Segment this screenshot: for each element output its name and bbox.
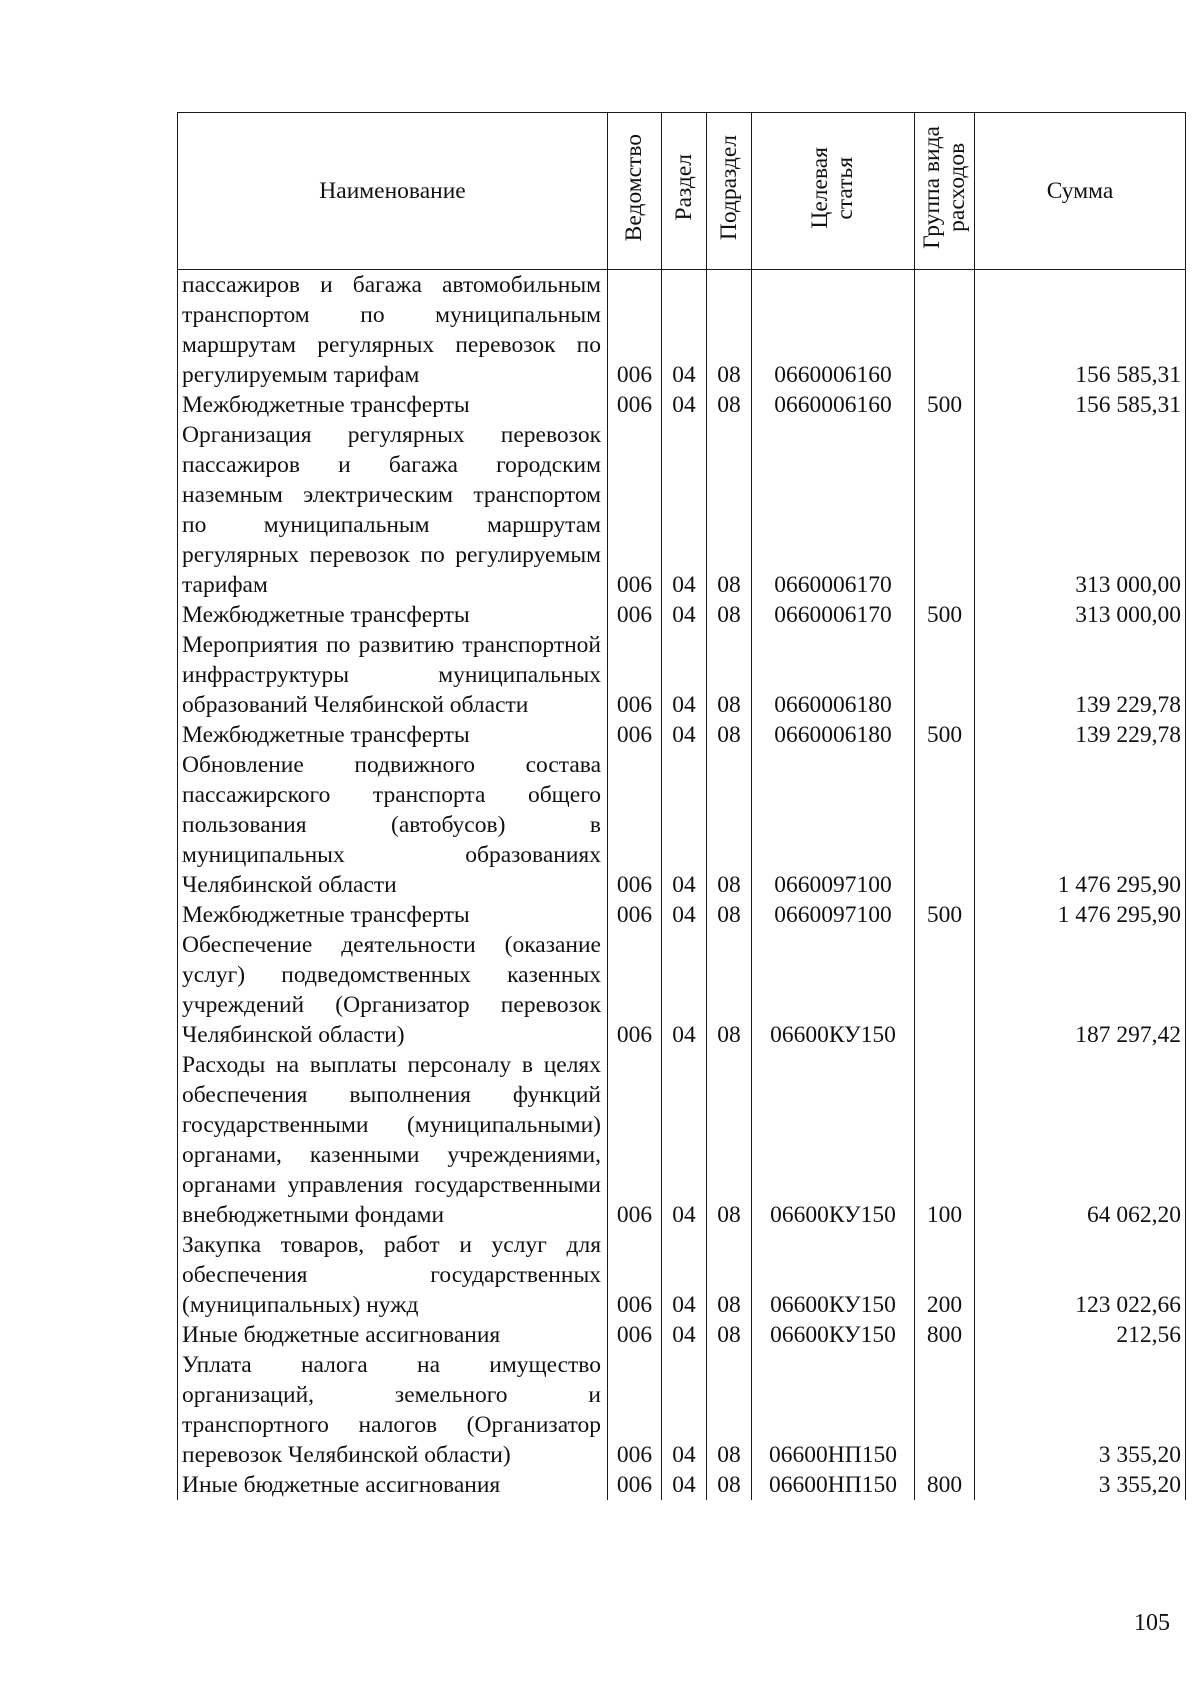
cell-sum: 1 476 295,90: [975, 900, 1186, 930]
cell-group: [915, 420, 975, 600]
cell-name: Обеспечение деятельности (оказание услуг) подведомственных казенных учреждений (Организатор перевозок Челябинской области): [178, 930, 608, 1050]
table-row: [178, 390, 1186, 420]
cell-sum: 156 585,31: [975, 390, 1186, 420]
cell-target: 06600КУ150: [752, 1230, 915, 1320]
cell-sum: 3 355,20: [975, 1470, 1186, 1500]
cell-sum: 123 022,66: [975, 1230, 1186, 1320]
cell-subsection: 08: [707, 600, 752, 630]
cell-group: 500: [915, 720, 975, 750]
cell-sum: 139 229,78: [975, 630, 1186, 720]
cell-subsection: 08: [707, 720, 752, 750]
cell-target: 0660006180: [752, 630, 915, 720]
cell-target: 06600КУ150: [752, 1050, 915, 1230]
cell-section: 04: [662, 720, 707, 750]
cell-dept: 006: [608, 1350, 662, 1470]
cell-group: 200: [915, 1230, 975, 1320]
cell-name: Межбюджетные трансферты: [178, 720, 608, 750]
cell-subsection: 08: [707, 1050, 752, 1230]
table-row: [178, 1470, 1186, 1500]
table-row: [178, 1050, 1186, 1230]
header-dept-text: Ведомство: [621, 133, 647, 242]
cell-name: Мероприятия по развитию транспортной инфраструктуры муниципальных образований Челябинской области: [178, 630, 608, 720]
cell-sum: 313 000,00: [975, 600, 1186, 630]
cell-name: Межбюджетные трансферты: [178, 900, 608, 930]
header-target-line1: Целевая: [807, 146, 833, 229]
cell-group: 500: [915, 600, 975, 630]
cell-sum: 212,56: [975, 1320, 1186, 1350]
cell-subsection: 08: [707, 1470, 752, 1500]
cell-name: Межбюджетные трансферты: [178, 600, 608, 630]
cell-section: 04: [662, 600, 707, 630]
cell-target: 06600НП150: [752, 1350, 915, 1470]
header-group-line2: расходов: [943, 142, 970, 233]
table-body: [178, 270, 1186, 1501]
cell-target: 0660097100: [752, 750, 915, 900]
cell-section: 04: [662, 1050, 707, 1230]
cell-name: Иные бюджетные ассигнования: [178, 1320, 608, 1350]
cell-name: Обновление подвижного состава пассажирского транспорта общего пользования (автобусов) в муниципальных образованиях Челябинской области: [178, 750, 608, 900]
table-row: [178, 1230, 1186, 1320]
cell-subsection: 08: [707, 930, 752, 1050]
cell-subsection: 08: [707, 630, 752, 720]
table-row: [178, 720, 1186, 750]
cell-dept: 006: [608, 720, 662, 750]
cell-name: Организация регулярных перевозок пассажиров и багажа городским наземным электрическим транспортом по муниципальным маршрутам регулярных перевозок по регулируемым тарифам: [178, 420, 608, 600]
header-group: [915, 113, 975, 270]
header-target-text: [808, 147, 858, 229]
cell-target: 06600НП150: [752, 1470, 915, 1500]
cell-subsection: 08: [707, 1350, 752, 1470]
cell-sum: 1 476 295,90: [975, 750, 1186, 900]
header-sum-text: Сумма: [1046, 177, 1114, 204]
budget-table: [177, 112, 1186, 1500]
cell-dept: 006: [608, 1320, 662, 1350]
cell-section: 04: [662, 1350, 707, 1470]
cell-sum: 156 585,31: [975, 270, 1186, 391]
cell-sum: 313 000,00: [975, 420, 1186, 600]
cell-dept: 006: [608, 270, 662, 391]
table-row: [178, 750, 1186, 900]
cell-subsection: 08: [707, 750, 752, 900]
header-section: [662, 113, 707, 270]
cell-group: 500: [915, 390, 975, 420]
cell-group: [915, 1350, 975, 1470]
cell-dept: 006: [608, 600, 662, 630]
cell-subsection: 08: [707, 390, 752, 420]
table-row: [178, 630, 1186, 720]
cell-dept: 006: [608, 1230, 662, 1320]
cell-group: 500: [915, 900, 975, 930]
cell-name: пассажиров и багажа автомобильным транспортом по муниципальным маршрутам регулярных перевозок по регулируемым тарифам: [178, 270, 608, 391]
table-row: [178, 900, 1186, 930]
cell-name: Иные бюджетные ассигнования: [178, 1470, 608, 1500]
table-row: [178, 270, 1186, 391]
cell-section: 04: [662, 1320, 707, 1350]
cell-group: [915, 750, 975, 900]
table-row: [178, 600, 1186, 630]
cell-dept: 006: [608, 390, 662, 420]
cell-dept: 006: [608, 750, 662, 900]
cell-target: 0660006170: [752, 420, 915, 600]
cell-dept: 006: [608, 1470, 662, 1500]
cell-subsection: 08: [707, 1320, 752, 1350]
table-row: [178, 1350, 1186, 1470]
cell-dept: 006: [608, 1050, 662, 1230]
cell-dept: 006: [608, 900, 662, 930]
cell-dept: 006: [608, 420, 662, 600]
header-subsection: [707, 113, 752, 270]
cell-subsection: 08: [707, 270, 752, 391]
table-row: [178, 1320, 1186, 1350]
cell-sum: 187 297,42: [975, 930, 1186, 1050]
cell-dept: 006: [608, 930, 662, 1050]
cell-target: 0660006160: [752, 270, 915, 391]
table-row: [178, 930, 1186, 1050]
cell-sum: 64 062,20: [975, 1050, 1186, 1230]
table-header-row: [178, 113, 1186, 270]
cell-target: 0660006170: [752, 600, 915, 630]
cell-section: 04: [662, 1470, 707, 1500]
cell-group: [915, 930, 975, 1050]
cell-section: 04: [662, 930, 707, 1050]
cell-subsection: 08: [707, 420, 752, 600]
header-sum: [975, 113, 1186, 270]
budget-table-sheet: [177, 112, 1185, 1500]
cell-group: 800: [915, 1320, 975, 1350]
page-number: 105: [1134, 1610, 1170, 1636]
cell-target: 0660006160: [752, 390, 915, 420]
header-name: [178, 113, 608, 270]
cell-dept: 006: [608, 630, 662, 720]
cell-target: 0660097100: [752, 900, 915, 930]
cell-subsection: 08: [707, 1230, 752, 1320]
cell-group: [915, 270, 975, 391]
cell-name: Уплата налога на имущество организаций, земельного и транспортного налогов (Организатор перевозок Челябинской области): [178, 1350, 608, 1470]
cell-group: 800: [915, 1470, 975, 1500]
header-section-text: Раздел: [670, 154, 697, 221]
cell-section: 04: [662, 270, 707, 391]
cell-target: 06600КУ150: [752, 1320, 915, 1350]
table-row: [178, 420, 1186, 600]
header-group-line1: Группа вида: [918, 126, 945, 249]
cell-name: Закупка товаров, работ и услуг для обеспечения государственных (муниципальных) нужд: [178, 1230, 608, 1320]
cell-sum: 3 355,20: [975, 1350, 1186, 1470]
cell-group: [915, 630, 975, 720]
cell-section: 04: [662, 900, 707, 930]
header-subsection-text: Подраздел: [715, 134, 742, 241]
cell-section: 04: [662, 750, 707, 900]
cell-sum: 139 229,78: [975, 720, 1186, 750]
header-dept: [608, 113, 662, 270]
cell-name: Расходы на выплаты персоналу в целях обеспечения выполнения функций государственными (муниципальными) органами, казенными учреждениями, органами управления государственными внебюджетными фондами: [178, 1050, 608, 1230]
cell-target: 0660006180: [752, 720, 915, 750]
cell-name: Межбюджетные трансферты: [178, 390, 608, 420]
cell-target: 06600КУ150: [752, 930, 915, 1050]
cell-section: 04: [662, 420, 707, 600]
cell-section: 04: [662, 1230, 707, 1320]
cell-section: 04: [662, 630, 707, 720]
cell-group: 100: [915, 1050, 975, 1230]
header-group-text: [920, 126, 970, 249]
header-name-text: Наименование: [319, 177, 466, 204]
cell-subsection: 08: [707, 900, 752, 930]
header-target-line2: статья: [832, 156, 858, 219]
cell-section: 04: [662, 390, 707, 420]
header-target: [752, 113, 915, 270]
